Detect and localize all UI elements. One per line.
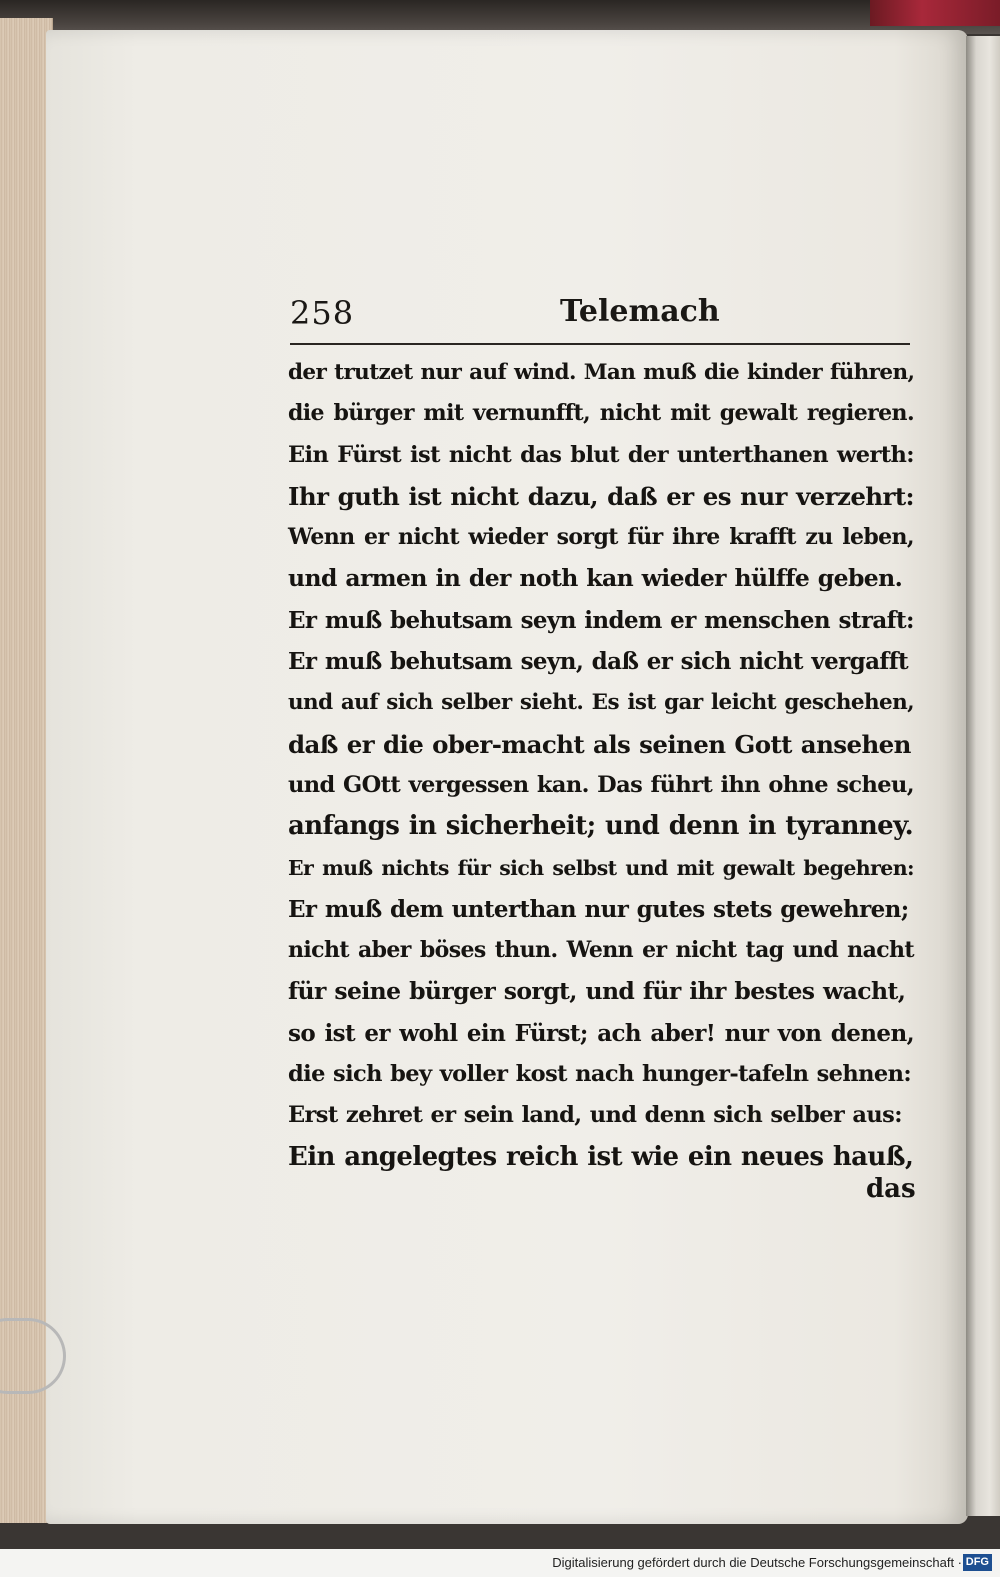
- text-line: Er muß behutsam seyn, daß er sich nicht vergafft: [288, 648, 909, 676]
- page-number: 258: [290, 294, 355, 332]
- header-rule: [290, 343, 910, 345]
- text-line: der trutzet nur auf wind. Man muß die kinder führen,: [288, 360, 915, 385]
- book-cover-edge: [0, 0, 1000, 34]
- text-line: Er muß dem unterthan nur gutes stets gewehren;: [288, 895, 909, 923]
- text-line: die sich bey voller kost nach hunger-tafeln sehnen:: [288, 1061, 912, 1088]
- poem-text: [288, 352, 914, 1178]
- text-line: und GOtt vergessen kan. Das führt ihn ohne scheu,: [288, 771, 914, 798]
- running-title: Telemach: [560, 294, 720, 329]
- text-line: so ist er wohl ein Fürst; ach aber! nur von denen,: [288, 1019, 914, 1047]
- running-head: [290, 290, 910, 342]
- facing-page-edge: [966, 36, 1000, 1516]
- book-cover-red-corner: [870, 0, 1000, 26]
- text-line: anfangs in sicherheit; und denn in tyranney.: [288, 811, 914, 842]
- catchword: das: [866, 1174, 916, 1204]
- text-line: Ihr guth ist nicht dazu, daß er es nur verzehrt:: [288, 481, 914, 511]
- text-line: Er muß behutsam seyn indem er menschen straft:: [288, 606, 914, 634]
- text-line: daß er die ober-macht als seinen Gott ansehen: [288, 729, 911, 759]
- text-line: Ein angelegtes reich ist wie ein neues hauß,: [288, 1141, 914, 1172]
- dfg-logo: DFG: [963, 1554, 992, 1571]
- text-line: für seine bürger sorgt, und für ihr bestes wacht,: [288, 977, 906, 1006]
- text-line: Er muß nichts für sich selbst und mit gewalt begehren:: [288, 855, 914, 880]
- text-line: die bürger mit vernunfft, nicht mit gewalt regieren.: [288, 400, 914, 427]
- text-line: und armen in der noth kan wieder hülffe geben.: [288, 564, 903, 593]
- funding-credit: Digitalisierung gefördert durch die Deutsche Forschungsgemeinschaft ·: [552, 1555, 962, 1570]
- digitization-footer: [0, 1549, 1000, 1577]
- text-line: nicht aber böses thun. Wenn er nicht tag und nacht: [288, 937, 914, 964]
- text-line: und auf sich selber sieht. Es ist gar leicht geschehen,: [288, 690, 914, 716]
- text-line: Erst zehret er sein land, und denn sich selber aus:: [288, 1102, 902, 1129]
- text-line: Ein Fürst ist nicht das blut der unterthanen werth:: [288, 441, 914, 468]
- text-line: Wenn er nicht wieder sorgt für ihre krafft zu leben,: [288, 524, 914, 551]
